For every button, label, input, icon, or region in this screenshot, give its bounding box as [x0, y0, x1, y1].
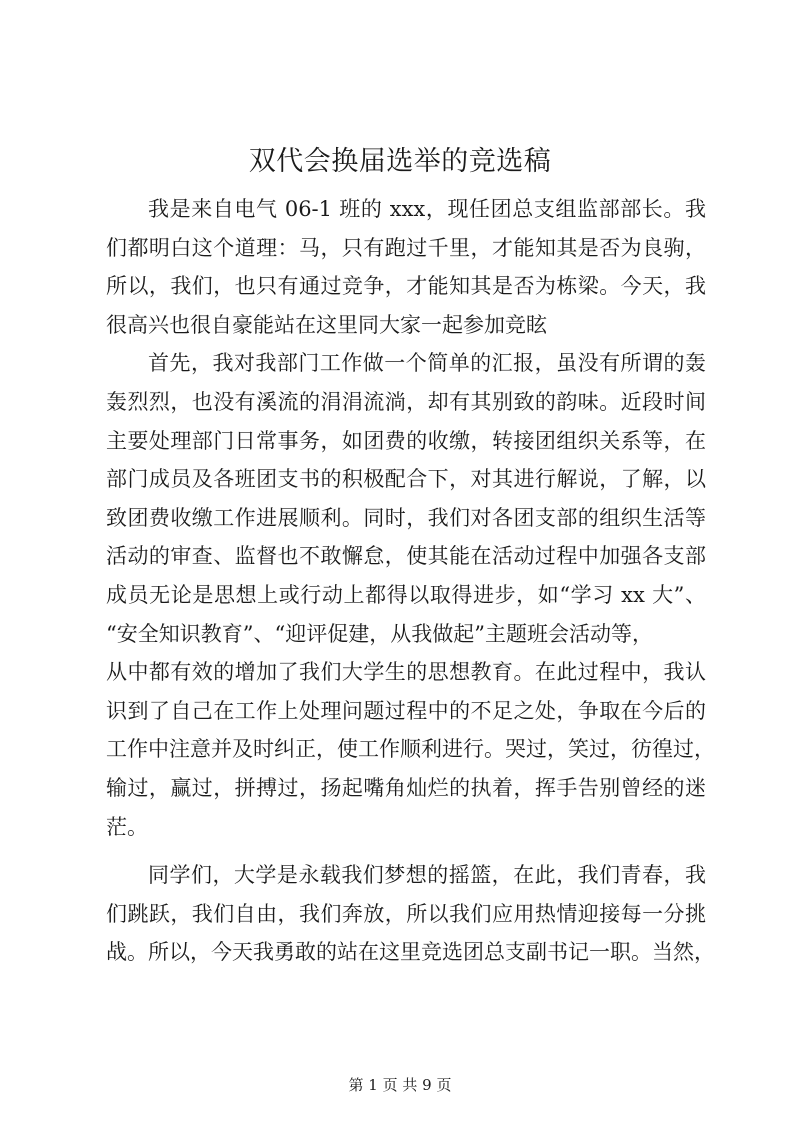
paragraph-spacer [106, 846, 706, 856]
paragraph-line: 从中都有效的增加了我们大学生的思想教育。在此过程中，我认 [106, 660, 706, 685]
paragraph-line: 输过，赢过，拼搏过，扬起嘴角灿烂的执着，挥手告别曾经的迷 [106, 775, 706, 800]
paragraph-2 [106, 344, 715, 846]
paragraph-line: 们都明白这个道理：马，只有跑过千里，才能知其是否为良驹， [106, 235, 706, 260]
paragraph-line: 茫。 [106, 814, 148, 839]
paragraph-line: 部门成员及各班团支书的积极配合下，对其进行解说，了解，以 [106, 467, 706, 492]
paragraph-line: 识到了自己在工作上处理问题过程中的不足之处，争取在今后的 [106, 698, 706, 723]
paragraph-line: 同学们，大学是永载我们梦想的摇篮，在此，我们青春，我 [148, 863, 706, 888]
paragraph-line: 成员无论是思想上或行动上都得以取得进步，如“学习 xx 大”、 [106, 582, 706, 607]
paragraph-line: 工作中注意并及时纠正，使工作顺利进行。哭过，笑过，彷徨过， [106, 737, 715, 762]
paragraph-line: 致团费收缴工作进展顺利。同时，我们对各团支部的组织生活等 [106, 505, 706, 530]
paragraph-line: 我是来自电气 06-1 班的 xxx，现任团总支组监部部长。我 [148, 197, 706, 221]
paragraph-line: 活动的审查、监督也不敢懈怠，使其能在活动过程中加强各支部 [106, 544, 706, 569]
page-number-footer: 第 1 页 共 9 页 [348, 1076, 452, 1094]
paragraph-line: 轰烈烈，也没有溪流的涓涓流淌，却有其别致的韵味。近段时间 [106, 389, 706, 414]
paragraph-line: 所以，我们，也只有通过竞争，才能知其是否为栋梁。今天，我 [106, 274, 706, 299]
paragraph-3 [106, 856, 715, 972]
paragraph-line: 们跳跃，我们自由，我们奔放，所以我们应用热情迎接每一分挑 [106, 901, 706, 926]
paragraph-line: 战。所以，今天我勇敢的站在这里竞选团总支副书记一职。当然， [106, 940, 715, 965]
document-body [106, 190, 715, 972]
document-title: 双代会换届选举的竞选稿 [248, 146, 552, 177]
paragraph-line: “安全知识教育”、“迎评促建，从我做起”主题班会活动等， [106, 621, 653, 646]
paragraph-line: 很高兴也很自豪能站在这里同大家一起参加竞眩 [106, 312, 547, 337]
paragraph-line: 主要处理部门日常事务，如团费的收缴，转接团组织关系等，在 [106, 428, 706, 453]
paragraph-line: 首先，我对我部门工作做一个简单的汇报，虽没有所谓的轰 [148, 351, 706, 376]
paragraph-1 [106, 190, 706, 344]
